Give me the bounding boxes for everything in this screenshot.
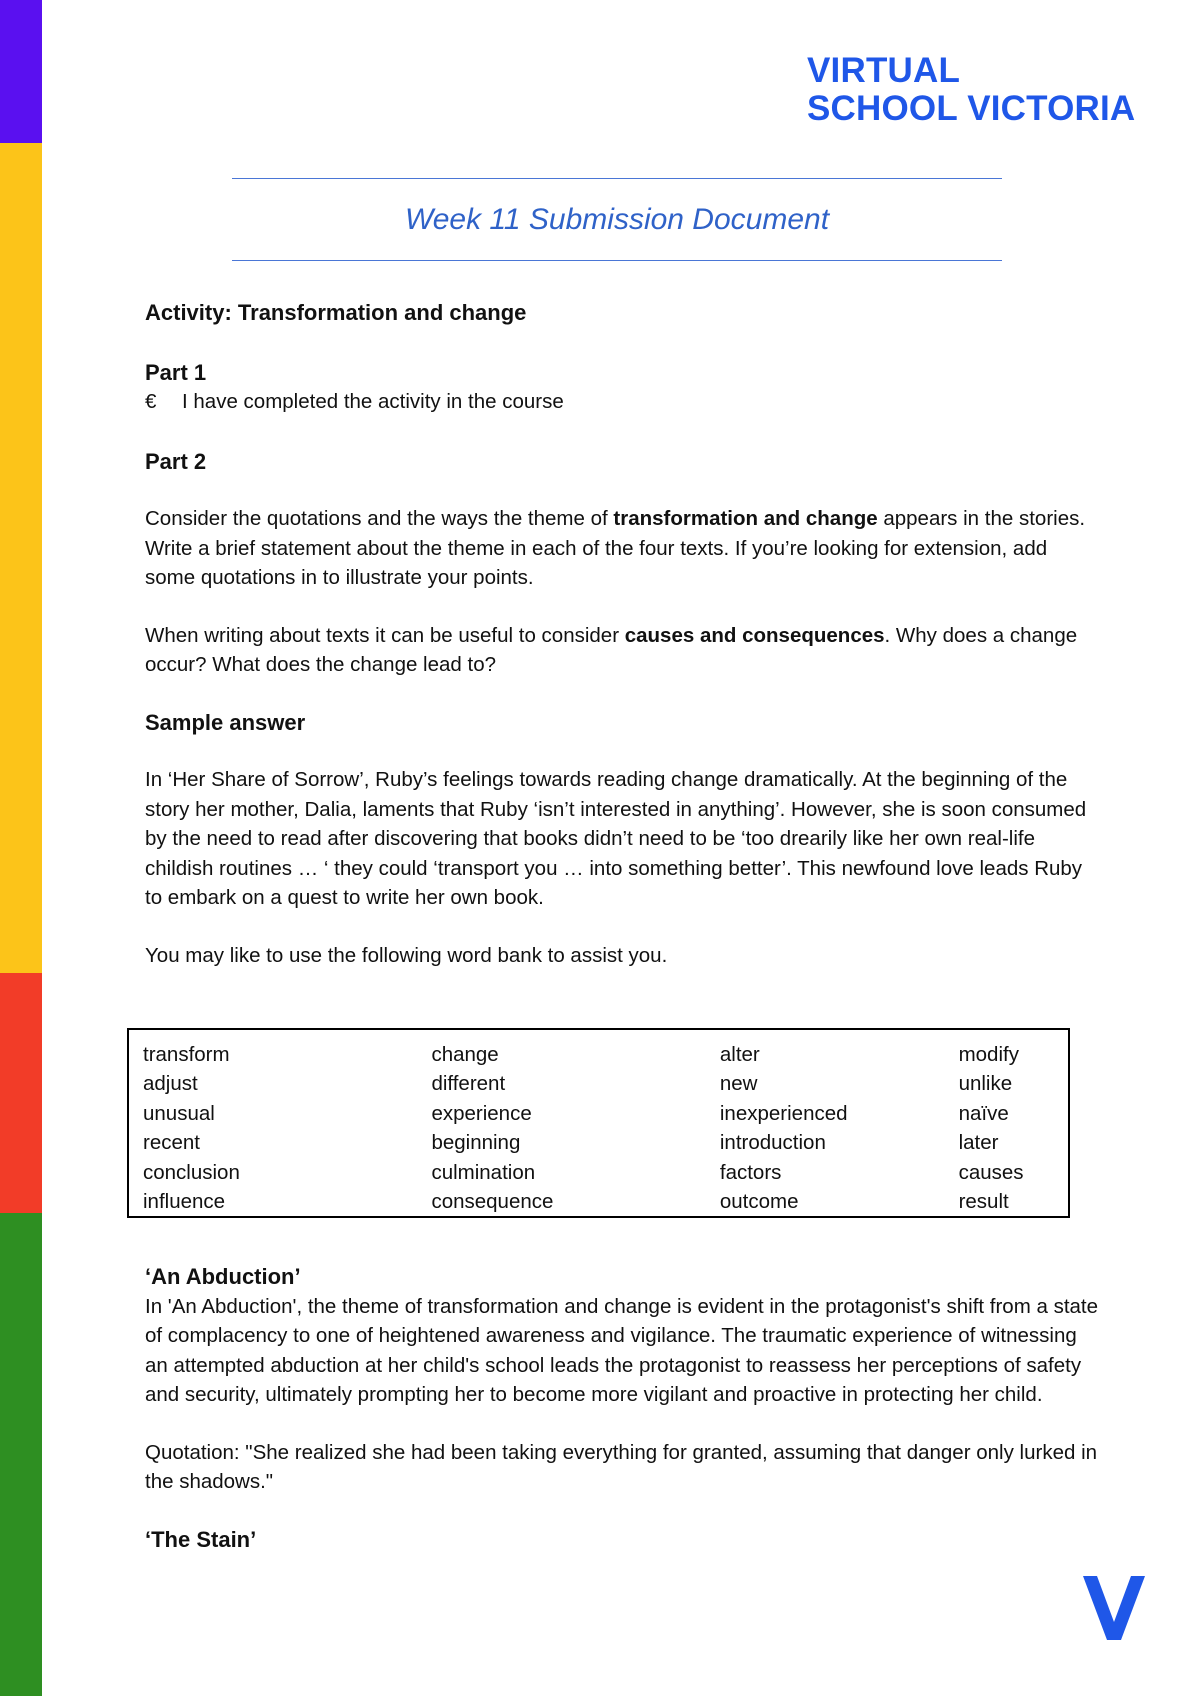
table-cell: alter	[719, 1043, 760, 1066]
table-cell: factors	[719, 1160, 782, 1184]
table-row	[129, 1158, 1068, 1187]
table-cell: different	[431, 1072, 506, 1096]
table-cell: culmination	[431, 1160, 536, 1184]
table-cell: adjust	[143, 1072, 198, 1096]
text-run: appears in the stories. Write a brief statement about the theme in each of the four texts. If you’re looking for extension, add some quotations in to illustrate your points.	[145, 507, 1086, 589]
brand-line-2: SCHOOL VICTORIA	[807, 89, 1136, 128]
sample-answer-text: In ‘Her Share of Sorrow’, Ruby’s feelings towards reading change dramatically. At the beginning of the story her mother, Dalia, laments that Ruby ‘isn’t interested in anything’. However, she is soon consumed by the need to read after discovering that books didn’t need to be ‘too drearily like her own real-life childish routines … ‘ they could ‘transport you … into something better’. This newfound love leads Ruby to embark on a quest to write her own book.	[145, 768, 1087, 909]
table-cell: inexperienced	[719, 1101, 848, 1125]
part1-heading: Part 1	[145, 359, 207, 385]
checkbox-label: I have completed the activity in the course	[182, 390, 564, 413]
abduction-quotation: Quotation: "She realized she had been taking everything for granted, assuming that danger only lurked in the shadows."	[145, 1440, 1098, 1493]
table-cell: causes	[958, 1160, 1024, 1184]
table-row	[129, 1128, 1068, 1157]
text-run: When writing about texts it can be useful to consider	[145, 623, 625, 647]
table-row	[129, 1069, 1068, 1098]
stripe-purple	[0, 0, 42, 143]
table-cell: naïve	[958, 1101, 1009, 1125]
table-cell: unlike	[958, 1072, 1013, 1096]
texts-section	[145, 1262, 1100, 1554]
brand-line-1: VIRTUAL	[807, 51, 961, 90]
stripe-yellow	[0, 143, 42, 973]
word-bank-intro: You may like to use the following word bank to assist you.	[145, 943, 668, 967]
stain-heading: ‘The Stain’	[145, 1526, 257, 1552]
text-run: . Why does a change occur? What does the change lead to?	[145, 623, 1078, 676]
table-cell: experience	[431, 1101, 532, 1125]
document-body	[145, 298, 1090, 970]
table-cell: beginning	[431, 1131, 521, 1155]
text-run: Consider the quotations and the ways the theme of	[145, 507, 614, 530]
completion-checkbox-row[interactable]	[145, 387, 1090, 417]
activity-heading: Activity: Transformation and change	[145, 300, 527, 325]
word-bank-table	[127, 1028, 1070, 1218]
table-cell: outcome	[719, 1189, 799, 1213]
table-cell: result	[958, 1189, 1009, 1213]
vsv-v-logo-icon	[1083, 1576, 1145, 1640]
table-cell: consequence	[431, 1189, 554, 1213]
table-cell: recent	[143, 1131, 200, 1155]
table-row	[129, 1099, 1068, 1128]
brand-logo	[807, 52, 1135, 128]
table-cell: influence	[143, 1189, 226, 1213]
part2-paragraph-2	[145, 621, 1090, 680]
table-row	[129, 1187, 1068, 1216]
title-rule-top	[232, 178, 1002, 179]
sample-answer-heading: Sample answer	[145, 709, 306, 735]
table-cell: new	[719, 1072, 758, 1096]
table-cell: modify	[958, 1043, 1019, 1066]
table-row	[129, 1040, 1068, 1069]
abduction-heading: ‘An Abduction’	[145, 1264, 301, 1289]
table-cell: change	[431, 1043, 499, 1066]
bold-run: transformation and change	[613, 507, 878, 530]
part2-heading: Part 2	[145, 448, 207, 474]
table-cell: unusual	[143, 1101, 215, 1125]
title-rule-bottom	[232, 260, 1002, 261]
table-cell: introduction	[719, 1131, 826, 1155]
table-cell: later	[958, 1131, 999, 1155]
page-title: Week 11 Submission Document	[404, 203, 830, 236]
table-cell: conclusion	[143, 1160, 240, 1184]
part2-paragraph-1	[145, 504, 1090, 593]
checkbox-icon[interactable]: €	[145, 390, 157, 413]
table-cell: transform	[143, 1043, 230, 1066]
abduction-text: In 'An Abduction', the theme of transformation and change is evident in the protagonist's shift from a state of complacency to one of heightened awareness and vigilance. The traumatic experience of witnessing an attempted abduction at her child's school leads the protagonist to reassess her perceptions of safety and security, ultimately prompting her to become more vigilant and proactive in protecting her child.	[145, 1294, 1099, 1406]
bold-run: causes and consequences	[624, 623, 885, 647]
stripe-green	[0, 1213, 42, 1696]
stripe-red	[0, 973, 42, 1213]
